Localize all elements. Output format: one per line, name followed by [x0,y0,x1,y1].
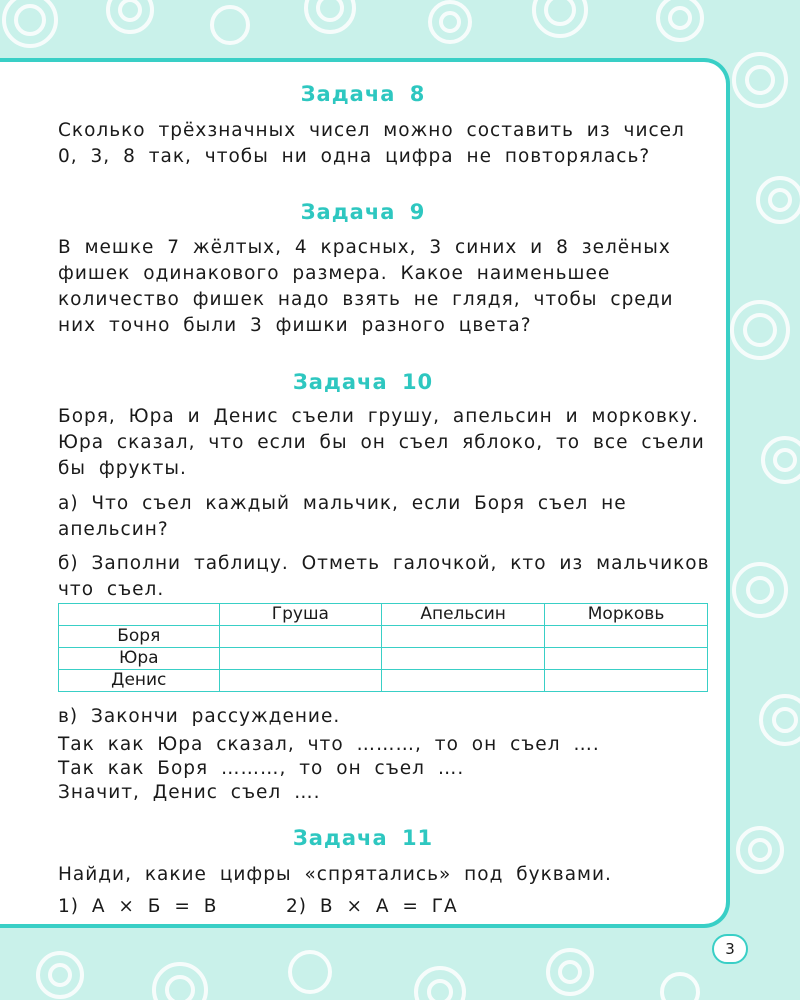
task8-line: Сколько трёхзначных чисел можно составить из чисел [58,120,685,141]
table-row-label: Юра [59,648,220,670]
task10-part-c-line: Значит, Денис съел …. [58,782,321,803]
table-header-cell: Апельсин [382,604,545,626]
task10-part-b-line: что съел. [58,579,165,600]
table-row-label: Боря [59,626,220,648]
task9-title: Задача 9 [300,200,426,224]
task10-part-c-line: Так как Юра сказал, что ………, то он съел …. [58,734,600,755]
task10-part-c-line: Так как Боря ………, то он съел …. [58,758,465,779]
task10-part-a-line: а) Что съел каждый мальчик, если Боря съел не [58,493,627,514]
table-row [59,670,708,692]
task10-part-b-line: б) Заполни таблицу. Отметь галочкой, кто из мальчиков [58,553,710,574]
table-cell[interactable] [219,648,382,670]
task9-line: них точно были 3 фишки разного цвета? [58,315,532,336]
task9-line: количество фишек надо взять не глядя, чтобы среди [58,289,674,310]
table-cell[interactable] [382,626,545,648]
table-cell[interactable] [545,626,708,648]
task10-intro-line: Боря, Юра и Денис съели грушу, апельсин и морковку. [58,406,699,427]
table-cell[interactable] [545,648,708,670]
table-header-cell: Морковь [545,604,708,626]
table-row [59,626,708,648]
table-cell[interactable] [382,670,545,692]
task11-equation-2: 2) В × А = ГА [286,896,458,917]
task10-intro-line: Юра сказал, что если бы он съел яблоко, то все съели [58,432,705,453]
task8-line: 0, 3, 8 так, чтобы ни одна цифра не повторялась? [58,146,651,167]
task10-title: Задача 10 [292,370,434,394]
task10-part-c-title: в) Закончи рассуждение. [58,706,341,727]
task10-part-a-line: апельсин? [58,519,169,540]
task9-line: В мешке 7 жёлтых, 4 красных, 3 синих и 8 зелёных [58,237,671,258]
table-cell[interactable] [382,648,545,670]
task11-title: Задача 11 [292,826,434,850]
task9-line: фишек одинакового размера. Какое наименьшее [58,263,611,284]
table-cell[interactable] [545,670,708,692]
task8-title: Задача 8 [300,82,426,106]
table-row-label: Денис [59,670,220,692]
table-cell[interactable] [219,670,382,692]
task11-text: Найди, какие цифры «спрятались» под буквами. [58,864,612,885]
table-header-cell: Груша [219,604,382,626]
table-header-row [59,604,708,626]
table-header-cell [59,604,220,626]
answer-table [58,603,708,692]
task10-intro-line: бы фрукты. [58,458,187,479]
task11-equation-1: 1) А × Б = В [58,896,218,917]
page-number-badge: 3 [712,934,748,964]
table-cell[interactable] [219,626,382,648]
table-row [59,648,708,670]
